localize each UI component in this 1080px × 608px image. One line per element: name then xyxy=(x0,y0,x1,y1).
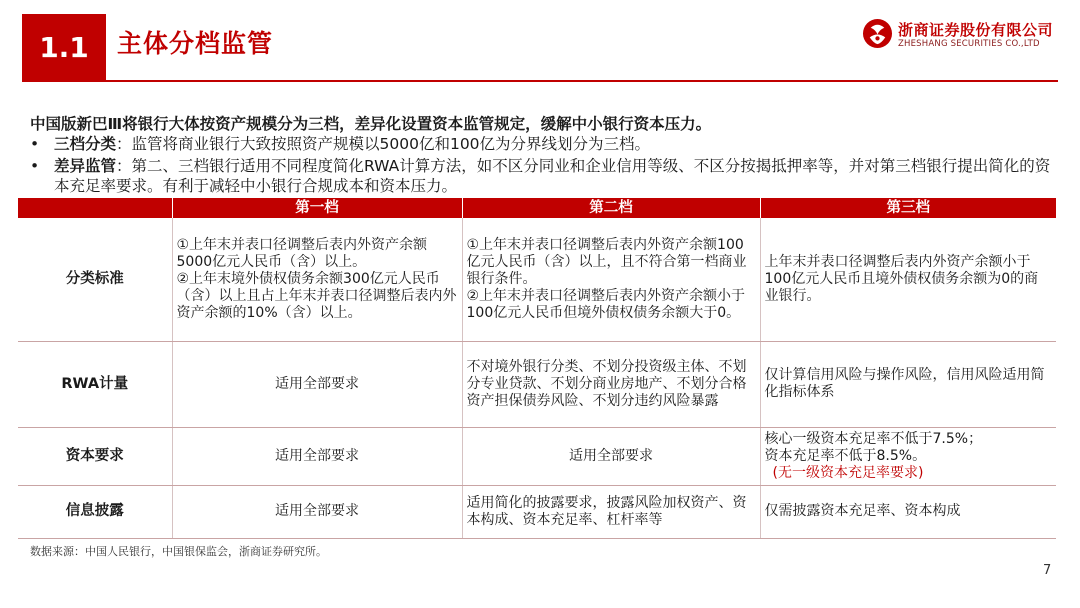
header-tier1: 第一档 xyxy=(172,198,462,218)
data-source-note: 数据来源：中国人民银行，中国银保监会，浙商证券研究所。 xyxy=(30,545,327,558)
page-number: 7 xyxy=(1043,563,1052,578)
cell-tier3: 仅需披露资本充足率、资本构成 xyxy=(760,485,1056,538)
cell-tier2: 不对境外银行分类、不划分投资级主体、不划分专业贷款、不划分商业房地产、不划分合格资产担保债券风险、不划分违约风险暴露 xyxy=(462,341,760,427)
row-label: 分类标准 xyxy=(18,218,172,341)
page-title: 主体分档监管 xyxy=(117,29,274,58)
cell-tier1: ①上年末并表口径调整后表内外资产余额5000亿元人民币（含）以上。 ②上年末境外债权债务余额300亿元人民币（含）以上且占上年末并表口径调整后表内外资产余额的10%（含）以上。 xyxy=(172,218,462,341)
logo-english-name: ZHESHANG SECURITIES CO.,LTD xyxy=(898,39,1040,49)
cell-tier2: ①上年末并表口径调整后表内外资产余额100亿元人民币（含）以上，且不符合第一档商业银行条件。 ②上年末并表口径调整后表内外资产余额小于100亿元人民币但境外债权债务余额大于0。 xyxy=(462,218,760,341)
bullet-dot: • xyxy=(30,157,40,175)
table-row-rwa xyxy=(18,341,1056,427)
bullet-text: ：监管将商业银行大致按照资产规模以5000亿和100亿为分界线划分为三档。 xyxy=(116,135,651,153)
tier-comparison-table xyxy=(18,198,1056,539)
logo-chinese-name: 浙商证券股份有限公司 xyxy=(898,21,1054,39)
bullet-differentiated-supervision xyxy=(30,156,1070,196)
bullet-term: 三档分类 xyxy=(54,135,117,153)
cell-tier3: 核心一级资本充足率不低于7.5%； 资本充足率不低于8.5%。 (无一级资本充足率要求) xyxy=(760,427,1056,485)
bullet-text: ：第二、三档银行适用不同程度简化RWA计算方法，如不区分同业和企业信用等级、不区分按揭抵押率等，并对第三档银行提出简化的资本充足率要求。有利于减轻中小银行合规成本和资本压力。 xyxy=(54,157,1051,195)
company-logo xyxy=(862,17,1058,53)
cell-tier3: 上年末并表口径调整后表内外资产余额小于100亿元人民币且境外债权债务余额为0的商业银行。 xyxy=(760,218,1056,341)
cell-tier2: 适用全部要求 xyxy=(462,427,760,485)
bullet-dot: • xyxy=(30,135,40,153)
table-row-disclosure xyxy=(18,485,1056,538)
row-label: RWA计量 xyxy=(18,341,172,427)
bullet-tier-classification xyxy=(30,134,1070,154)
cell-tier1: 适用全部要求 xyxy=(172,341,462,427)
section-number: 1.1 xyxy=(39,30,89,64)
bullet-term: 差异监管 xyxy=(54,157,117,175)
tier3-note: (无一级资本充足率要求) xyxy=(772,464,924,481)
table-row-classification xyxy=(18,218,1056,341)
zheshang-logo-icon xyxy=(862,18,893,49)
cell-tier3: 仅计算信用风险与操作风险，信用风险适用简化指标体系 xyxy=(760,341,1056,427)
row-label: 资本要求 xyxy=(18,427,172,485)
header-blank xyxy=(18,198,172,218)
table-row-capital xyxy=(18,427,1056,485)
header-tier3: 第三档 xyxy=(760,198,1056,218)
lead-paragraph: 中国版新巴Ⅲ将银行大体按资产规模分为三档，差异化设置资本监管规定，缓解中小银行资本压力。 xyxy=(30,115,712,133)
cell-tier1: 适用全部要求 xyxy=(172,427,462,485)
table-header-row xyxy=(18,198,1056,218)
cell-tier1: 适用全部要求 xyxy=(172,485,462,538)
header-tier2: 第二档 xyxy=(462,198,760,218)
row-label: 信息披露 xyxy=(18,485,172,538)
cell-tier2: 适用简化的披露要求，披露风险加权资产、资本构成、资本充足率、杠杆率等 xyxy=(462,485,760,538)
title-divider xyxy=(22,80,1058,82)
